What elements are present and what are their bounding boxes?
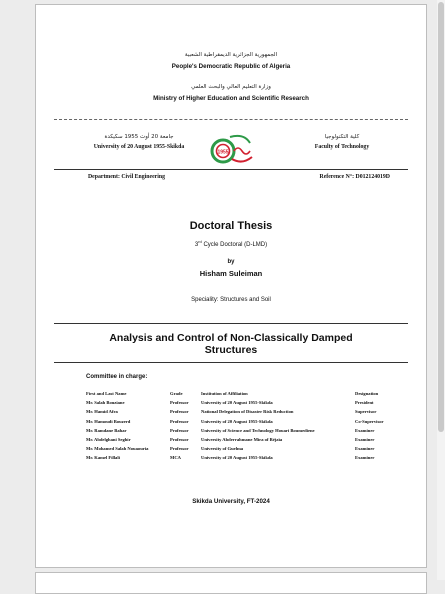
table-row	[86, 398, 406, 407]
department-label: Department: Civil Engineering	[88, 174, 165, 180]
title-top-rule	[54, 323, 408, 324]
member-name: Mr. Kamel Fillali	[86, 455, 120, 461]
member-institution: University of Guelma	[201, 446, 244, 452]
member-designation: Examiner	[355, 427, 375, 433]
university-block	[84, 134, 194, 150]
table-row	[86, 435, 406, 444]
university-logo	[208, 129, 256, 171]
mid-divider	[54, 169, 408, 170]
member-designation: Examiner	[355, 437, 375, 443]
member-designation: Examiner	[355, 446, 375, 452]
ministry-name: Ministry of Higher Education and Scientific Research	[153, 95, 309, 102]
member-grade: Professor	[170, 446, 189, 452]
col-name-header: First and Last Name	[86, 391, 127, 397]
university-name: University of 20 August 1955-Skikda	[93, 144, 185, 150]
table-row	[86, 444, 406, 453]
faculty-block	[292, 134, 392, 150]
committee-header-row	[86, 389, 406, 398]
logo-year: 1955	[217, 149, 229, 156]
table-row	[86, 407, 406, 416]
member-name: Mr. Hamoudi Bouzerd	[86, 418, 131, 424]
col-designation-header: Designation	[355, 391, 379, 397]
table-row	[86, 426, 406, 435]
arabic-ministry-text: وزارة التعليم العالي والبحث العلمي	[191, 84, 271, 90]
faculty-name: Faculty of Technology	[314, 144, 370, 150]
arabic-faculty-name: كلية التكنولوجيا	[324, 134, 360, 140]
member-grade: MCA	[170, 455, 181, 461]
member-name: Mr. Hamid Afra	[86, 409, 118, 415]
member-grade: Professor	[170, 418, 189, 424]
thesis-title-line1: Analysis and Control of Non-Classically Damped	[109, 332, 353, 344]
cycle-label: 3rd Cycle Doctoral (D-LMD)	[194, 239, 268, 248]
reference-number: Reference N°: D012124019D	[319, 174, 390, 180]
member-grade: Professor	[170, 400, 189, 406]
member-designation: Examiner	[355, 455, 375, 461]
member-institution: University of 20 August 1955-Skikda	[201, 455, 273, 461]
speciality-label: Speciality: Structures and Soil	[191, 297, 271, 303]
col-institution-header: Institution of Affiliation	[201, 391, 248, 397]
document-page	[35, 4, 427, 568]
member-institution: University of Science and Technology Houari Boumediene	[201, 427, 315, 433]
member-name: Mr. Abdelghani Seghir	[86, 437, 131, 443]
committee-table	[86, 389, 406, 463]
committee-heading: Committee in charge:	[86, 374, 148, 380]
member-institution: National Delegation of Disaster Risk Reduction	[201, 409, 294, 415]
republic-name: People's Democratic Republic of Algeria	[171, 63, 291, 70]
member-institution: University Abderrahmane Mira of Béjaïa	[201, 437, 283, 443]
thesis-title-line2: Structures	[204, 344, 258, 356]
title-bottom-rule	[54, 362, 408, 363]
vertical-scrollbar[interactable]	[437, 0, 445, 580]
member-institution: University of 20 August 1955-Skikda	[201, 418, 273, 424]
by-label: by	[227, 259, 235, 265]
table-row	[86, 417, 406, 426]
table-row	[86, 453, 406, 462]
author-name: Hisham Suleiman	[199, 269, 263, 278]
top-divider	[54, 119, 408, 120]
member-institution: University of 20 August 1955-Skikda	[201, 400, 273, 406]
member-name: Mr. Salah Bouziane	[86, 400, 125, 406]
next-page-edge	[35, 572, 427, 594]
arabic-republic-text: الجمهورية الجزائرية الديمقراطية الشعبية	[184, 52, 278, 58]
arabic-university-name: جامعة 20 أوت 1955 سكيكدة	[104, 134, 174, 140]
member-name: Mr. Mohamed Salah Nouaouria	[86, 446, 149, 452]
member-designation: Co-Supervisor	[355, 418, 384, 424]
member-designation: President	[355, 400, 374, 406]
member-grade: Professor	[170, 437, 189, 443]
member-name: Mr. Ramdane Bahar	[86, 427, 127, 433]
member-grade: Professor	[170, 409, 189, 415]
member-grade: Professor	[170, 427, 189, 433]
thesis-type-title: Doctoral Thesis	[189, 220, 273, 232]
member-designation: Supervisor	[355, 409, 377, 415]
scrollbar-thumb[interactable]	[438, 2, 444, 432]
col-grade-header: Grade	[170, 391, 183, 397]
footer-place-date: Skikda University, FT-2024	[192, 498, 270, 505]
